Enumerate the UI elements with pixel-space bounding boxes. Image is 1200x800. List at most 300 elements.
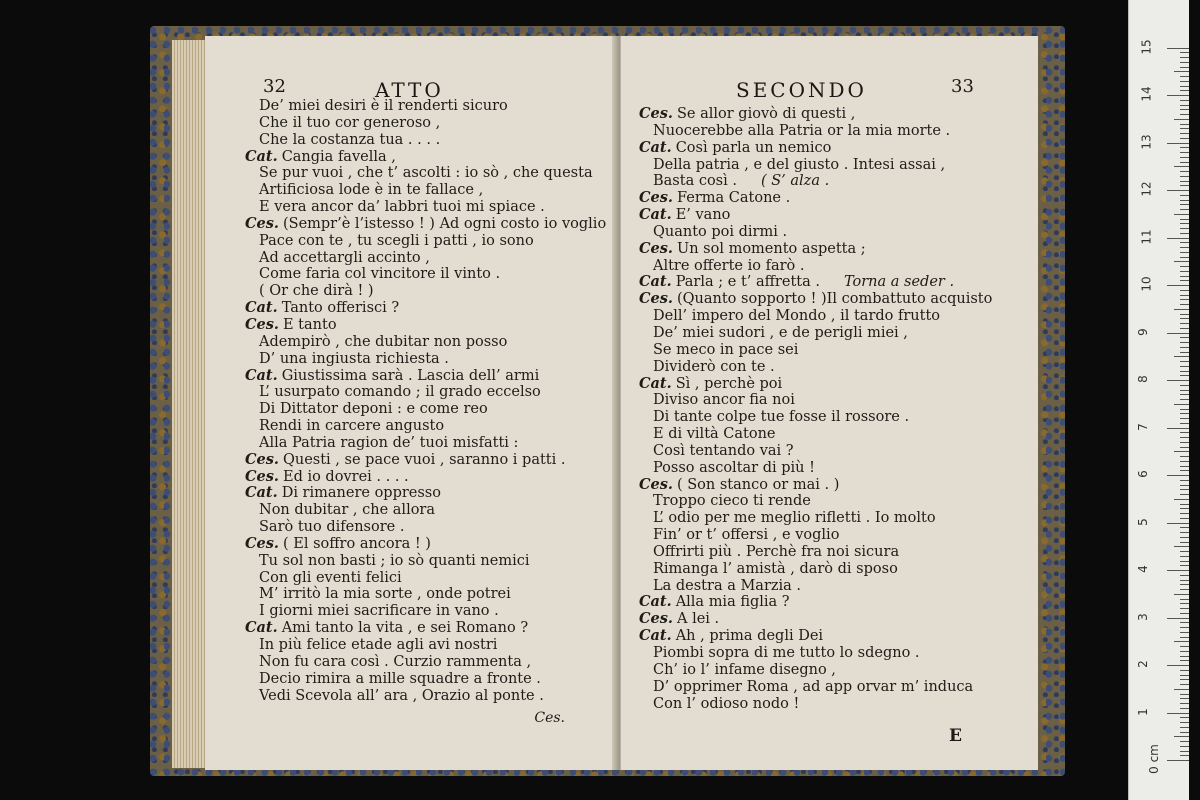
ruler-minor-tick <box>1174 689 1189 690</box>
verse-text: Nuocerebbe alla Patria or la mia morte . <box>653 122 951 139</box>
text-line <box>245 654 606 671</box>
text-line <box>639 359 992 376</box>
ruler-minor-tick <box>1180 394 1189 395</box>
text-line <box>639 376 992 393</box>
ruler-minor-tick <box>1180 608 1189 609</box>
verse-text: D’ opprimer Roma , ad app orvar m’ induca <box>653 678 974 695</box>
ruler-minor-tick <box>1180 632 1189 633</box>
ruler-minor-tick <box>1180 432 1189 433</box>
text-line <box>639 628 992 645</box>
ruler-minor-tick <box>1180 670 1189 671</box>
text-line <box>245 637 606 654</box>
ruler-minor-tick <box>1174 71 1189 72</box>
ruler-minor-tick <box>1180 352 1189 353</box>
verse-text: Piombi sopra di me tutto lo sdegno . <box>653 645 920 661</box>
stage-direction: Torna a seder . <box>843 274 955 291</box>
ruler-minor-tick <box>1180 513 1189 514</box>
verse-text: ( Son stanco or mai . ) <box>676 476 840 493</box>
verse-text: L’ odio per me meglio rifletti . Io molto <box>653 510 936 527</box>
text-line <box>245 384 606 401</box>
verse-text: Così parla un nemico <box>675 139 832 156</box>
verse-text: (Sempr’è l’istesso ! ) Ad ogni costo io voglio <box>282 215 607 232</box>
speaker-label: Ces. <box>245 315 279 333</box>
text-line <box>639 173 992 190</box>
text-line <box>245 115 606 132</box>
ruler-minor-tick <box>1180 508 1189 509</box>
ruler-minor-tick <box>1180 52 1189 53</box>
text-line <box>245 368 606 385</box>
verse-text: In più felice etade agli avi nostri <box>259 637 498 653</box>
ruler-minor-tick <box>1180 561 1189 562</box>
ruler-minor-tick <box>1180 717 1189 718</box>
verse-text: E’ vano <box>675 207 731 224</box>
ruler-minor-tick <box>1180 622 1189 623</box>
ruler-minor-tick <box>1180 128 1189 129</box>
ruler-minor-tick <box>1180 755 1189 756</box>
verse-text: ( El soffro ancora ! ) <box>282 535 431 552</box>
ruler-minor-tick <box>1174 594 1189 595</box>
ruler-minor-tick <box>1180 328 1189 329</box>
text-line <box>245 519 606 536</box>
ruler-label: 14 <box>1139 86 1154 102</box>
speaker-label: Ces. <box>639 290 673 308</box>
ruler-minor-tick <box>1180 171 1189 172</box>
ruler-minor-tick <box>1180 727 1189 728</box>
ruler-tick <box>1167 285 1189 286</box>
text-line <box>639 106 992 123</box>
ruler-tick <box>1167 48 1189 49</box>
text-line <box>245 401 606 418</box>
verse-text: Se meco in pace sei <box>653 341 799 358</box>
speaker-label: Ces. <box>639 189 673 207</box>
verse-text: Di tante colpe tue fosse il rossore . <box>653 409 910 426</box>
ruler-minor-tick <box>1174 166 1189 167</box>
ruler-minor-tick <box>1180 390 1189 391</box>
ruler-minor-tick <box>1180 703 1189 704</box>
ruler-minor-tick <box>1180 423 1189 424</box>
verse-text: Di Dittator deponi : e come reo <box>259 401 488 418</box>
text-line <box>639 224 992 241</box>
ruler-minor-tick <box>1180 247 1189 248</box>
verse-text: Se allor giovò di questi , <box>676 106 856 122</box>
ruler-tick <box>1167 618 1189 619</box>
ruler-label: 2 <box>1135 660 1150 668</box>
ruler-minor-tick <box>1180 323 1189 324</box>
text-line <box>245 266 606 283</box>
speaker-label: Cat. <box>639 273 672 291</box>
verse-text: Di rimanere oppresso <box>281 485 441 502</box>
verse-text: Diviso ancor fia noi <box>653 392 795 409</box>
ruler-minor-tick <box>1180 375 1189 376</box>
ruler-minor-tick <box>1180 233 1189 234</box>
speaker-label: Ces. <box>639 610 673 628</box>
verse-text: E tanto <box>282 316 337 333</box>
ruler-minor-tick <box>1180 219 1189 220</box>
text-line <box>245 351 606 368</box>
text-line <box>245 452 606 469</box>
verse-text: Rimanga l’ amistà , darò di sposo <box>653 560 898 577</box>
verse-text: La destra a Marzia . <box>653 577 802 594</box>
verse-text: Ami tanto la vita , e sei Romano ? <box>281 620 529 637</box>
verse-text: Se pur vuoi , che t’ ascolti : io sò , che questa <box>259 165 593 182</box>
ruler-minor-tick <box>1180 223 1189 224</box>
text-line <box>639 274 992 291</box>
text-line <box>245 603 606 620</box>
text-line <box>245 570 606 587</box>
ruler-tick <box>1167 713 1189 714</box>
text-line <box>639 325 992 342</box>
verse-text: Basta così . <box>653 173 737 190</box>
verse-text: Cangia favella , <box>281 148 396 165</box>
ruler-minor-tick <box>1180 584 1189 585</box>
verse-text: Come faria col vincitore il vinto . <box>259 266 501 283</box>
verse-text: Un sol momento aspetta ; <box>676 240 866 257</box>
verse-text: Così tentando vai ? <box>653 442 794 459</box>
text-line <box>245 98 606 115</box>
catchword: Ces. <box>534 710 565 726</box>
ruler-minor-tick <box>1180 447 1189 448</box>
text-line <box>639 443 992 460</box>
ruler-minor-tick <box>1180 470 1189 471</box>
text-line <box>639 578 992 595</box>
text-line <box>245 671 606 688</box>
ruler-minor-tick <box>1180 694 1189 695</box>
verse-text: Altre offerte io farò . <box>653 257 805 274</box>
ruler-minor-tick <box>1180 580 1189 581</box>
text-line <box>639 611 992 628</box>
left-page <box>205 36 618 770</box>
verse-text: Quanto poi dirmi . <box>653 223 788 240</box>
ruler-minor-tick <box>1180 532 1189 533</box>
verse-text: Che la costanza tua . . . . <box>259 131 441 148</box>
ruler-minor-tick <box>1180 295 1189 296</box>
speaker-label: Cat. <box>245 299 278 317</box>
ruler-minor-tick <box>1180 418 1189 419</box>
page-number-left: 32 <box>263 76 286 97</box>
ruler-minor-tick <box>1180 627 1189 628</box>
verse-text: I giorni miei sacrificare in vano . <box>259 603 499 620</box>
verse-text: Artificiosa lode è in te fallace , <box>259 182 484 199</box>
ruler-minor-tick <box>1174 261 1189 262</box>
speaker-label: Ces. <box>245 534 279 552</box>
ruler-minor-tick <box>1180 90 1189 91</box>
ruler-label: 12 <box>1139 181 1154 197</box>
ruler-minor-tick <box>1180 228 1189 229</box>
verse-text: Vedi Scevola all’ ara , Orazio al ponte . <box>259 687 544 704</box>
ruler-minor-tick <box>1180 342 1189 343</box>
speaker-label: Ces. <box>639 239 673 257</box>
verse-text: Della patria , e del giusto . Intesi assai , <box>653 156 946 173</box>
text-line <box>639 140 992 157</box>
ruler-minor-tick <box>1180 589 1189 590</box>
speaker-label: Cat. <box>245 147 278 165</box>
ruler-minor-tick <box>1180 252 1189 253</box>
text-line <box>639 493 992 510</box>
ruler-minor-tick <box>1180 437 1189 438</box>
verse-text: Decio rimira a mille squadre a fronte . <box>259 670 541 687</box>
text-line <box>245 182 606 199</box>
text-line <box>245 216 606 233</box>
verse-text: Adempirò , che dubitar non posso <box>259 333 508 350</box>
ruler-minor-tick <box>1180 385 1189 386</box>
ruler-minor-tick <box>1180 204 1189 205</box>
verse-text: (Quanto sopporto ! )Il combattuto acquisto <box>676 291 993 308</box>
ruler-minor-tick <box>1180 200 1189 201</box>
ruler-minor-tick <box>1180 100 1189 101</box>
text-line <box>639 477 992 494</box>
ruler-minor-tick <box>1180 637 1189 638</box>
text-line <box>245 233 606 250</box>
ruler-minor-tick <box>1180 271 1189 272</box>
speaker-label: Cat. <box>639 206 672 224</box>
ruler-label: 6 <box>1135 470 1150 478</box>
text-line <box>639 392 992 409</box>
ruler-minor-tick <box>1174 404 1189 405</box>
verse-text: Questi , se pace vuoi , saranno i patti . <box>282 451 566 468</box>
speaker-label: Ces. <box>245 467 279 485</box>
ruler-minor-tick <box>1174 309 1189 310</box>
ruler-minor-tick <box>1180 176 1189 177</box>
speaker-label: Cat. <box>245 619 278 637</box>
ruler-minor-tick <box>1180 276 1189 277</box>
verse-text: Rendi in carcere angusto <box>259 418 445 435</box>
text-line <box>639 426 992 443</box>
ruler-minor-tick <box>1180 494 1189 495</box>
text-line <box>245 165 606 182</box>
speaker-label: Cat. <box>245 366 278 384</box>
ruler-tick <box>1167 95 1189 96</box>
ruler-minor-tick <box>1180 86 1189 87</box>
text-line <box>245 149 606 166</box>
text-line <box>245 132 606 149</box>
text-line <box>245 502 606 519</box>
ruler-minor-tick <box>1180 613 1189 614</box>
text-line <box>639 342 992 359</box>
speaker-label: Cat. <box>639 593 672 611</box>
ruler-minor-tick <box>1180 57 1189 58</box>
ruler-minor-tick <box>1180 109 1189 110</box>
verse-text: Giustissima sarà . Lascia dell’ armi <box>281 367 540 384</box>
verse-text: Ferma Catone . <box>676 190 791 207</box>
page-header-left: ATTO <box>375 78 444 102</box>
right-text-block <box>639 106 992 712</box>
ruler-minor-tick <box>1180 347 1189 348</box>
ruler-label: 5 <box>1135 517 1150 526</box>
ruler-minor-tick <box>1180 504 1189 505</box>
verse-text: Ah , prima degli Dei <box>675 628 824 645</box>
verse-text: D’ una ingiusta richiesta . <box>259 350 449 367</box>
ruler-minor-tick <box>1180 722 1189 723</box>
text-line <box>639 696 992 713</box>
ruler-minor-tick <box>1180 698 1189 699</box>
ruler-minor-tick <box>1174 736 1189 737</box>
text-line <box>639 460 992 477</box>
page-number-right: 33 <box>951 76 974 97</box>
ruler-minor-tick <box>1180 318 1189 319</box>
ruler-label: 4 <box>1135 565 1150 573</box>
verse-text: Non dubitar , che allora <box>259 502 436 519</box>
text-line <box>639 679 992 696</box>
ruler-minor-tick <box>1180 266 1189 267</box>
ruler-minor-tick <box>1180 299 1189 300</box>
ruler-minor-tick <box>1180 413 1189 414</box>
ruler-tick <box>1167 570 1189 571</box>
verse-text: M’ irritò la mia sorte , onde potrei <box>259 586 511 603</box>
ruler-label: 10 <box>1139 276 1154 292</box>
page-edges <box>172 40 205 768</box>
ruler-label: 3 <box>1135 612 1150 621</box>
ruler-minor-tick <box>1180 152 1189 153</box>
text-line <box>245 586 606 603</box>
verse-text: A lei . <box>676 611 720 628</box>
ruler-minor-tick <box>1180 461 1189 462</box>
ruler-minor-tick <box>1180 361 1189 362</box>
ruler-minor-tick <box>1180 399 1189 400</box>
ruler-minor-tick <box>1180 138 1189 139</box>
verse-text: E di viltà Catone <box>653 426 776 443</box>
verse-text: Alla mia figlia ? <box>675 594 790 611</box>
ruler-minor-tick <box>1180 147 1189 148</box>
verse-text: Ad accettargli accinto , <box>259 249 430 266</box>
speaker-label: Ces. <box>245 450 279 468</box>
left-text-block <box>245 98 606 704</box>
text-line <box>639 561 992 578</box>
text-line <box>245 418 606 435</box>
ruler-minor-tick <box>1180 565 1189 566</box>
text-line <box>639 308 992 325</box>
signature-mark: E <box>949 726 962 746</box>
text-line <box>639 157 992 174</box>
verse-text: De’ miei desiri è il renderti sicuro <box>259 98 508 114</box>
ruler-minor-tick <box>1180 656 1189 657</box>
ruler-minor-tick <box>1180 660 1189 661</box>
ruler-minor-tick <box>1174 546 1189 547</box>
ruler-label: 7 <box>1135 422 1150 431</box>
text-line <box>639 544 992 561</box>
text-line <box>245 317 606 334</box>
speaker-label: Cat. <box>639 627 672 645</box>
ruler-minor-tick <box>1180 442 1189 443</box>
ruler-tick <box>1167 665 1189 666</box>
verse-text: Posso ascoltar di più ! <box>653 459 815 476</box>
verse-text: Offrirti più . Perchè fra noi sicura <box>653 543 900 560</box>
verse-text: Alla Patria ragion de’ tuoi misfatti : <box>259 434 519 451</box>
ruler-minor-tick <box>1180 537 1189 538</box>
ruler-minor-tick <box>1180 651 1189 652</box>
ruler-minor-tick <box>1180 708 1189 709</box>
verse-text: Non fu cara così . Curzio rammenta , <box>259 653 532 670</box>
text-line <box>639 594 992 611</box>
text-line <box>639 527 992 544</box>
ruler-minor-tick <box>1174 214 1189 215</box>
ruler-minor-tick <box>1180 409 1189 410</box>
text-line <box>245 485 606 502</box>
ruler-tick <box>1167 428 1189 429</box>
ruler-minor-tick <box>1180 732 1189 733</box>
ruler-minor-tick <box>1180 76 1189 77</box>
ruler-minor-tick <box>1180 751 1189 752</box>
ruler-minor-tick <box>1180 741 1189 742</box>
measurement-ruler <box>1128 0 1189 800</box>
ruler-minor-tick <box>1180 646 1189 647</box>
ruler-minor-tick <box>1180 599 1189 600</box>
speaker-label: Cat. <box>245 484 278 502</box>
verse-text: Sarò tuo difensore . <box>259 519 405 536</box>
ruler-label: 11 <box>1139 228 1154 245</box>
verse-text: Pace con te , tu scegli i patti , io sono <box>259 232 534 249</box>
ruler-tick <box>1167 238 1189 239</box>
verse-text: L’ usurpato comando ; il grado eccelso <box>259 384 541 401</box>
ruler-minor-tick <box>1180 67 1189 68</box>
ruler-tick <box>1167 190 1189 191</box>
text-line <box>639 662 992 679</box>
ruler-label: 1 <box>1135 707 1150 716</box>
text-line <box>245 199 606 216</box>
text-line <box>639 207 992 224</box>
text-line <box>639 409 992 426</box>
verse-text: Ed io dovrei . . . . <box>282 468 409 485</box>
right-page <box>620 36 1038 770</box>
text-line <box>639 510 992 527</box>
ruler-minor-tick <box>1180 466 1189 467</box>
ruler-minor-tick <box>1180 337 1189 338</box>
verse-text: Tu sol non basti ; io sò quanti nemici <box>259 552 530 569</box>
ruler-minor-tick <box>1180 542 1189 543</box>
ruler-minor-tick <box>1180 133 1189 134</box>
text-line <box>639 123 992 140</box>
speaker-label: Ces. <box>245 214 279 232</box>
ruler-minor-tick <box>1180 527 1189 528</box>
speaker-label: Ces. <box>639 475 673 493</box>
ruler-minor-tick <box>1180 518 1189 519</box>
ruler-minor-tick <box>1180 556 1189 557</box>
ruler-tick <box>1167 380 1189 381</box>
ruler-minor-tick <box>1180 551 1189 552</box>
ruler-minor-tick <box>1180 489 1189 490</box>
ruler-minor-tick <box>1180 81 1189 82</box>
verse-text: Parla ; e t’ affretta . <box>675 274 820 291</box>
ruler-minor-tick <box>1180 114 1189 115</box>
verse-text: Che il tuo cor generoso , <box>259 114 441 131</box>
ruler-minor-tick <box>1180 157 1189 158</box>
ruler-minor-tick <box>1174 119 1189 120</box>
ruler-minor-tick <box>1174 356 1189 357</box>
speaker-label: Cat. <box>639 138 672 156</box>
stage-direction: ( S’ alza . <box>760 173 830 190</box>
text-line <box>639 291 992 308</box>
page-header-right: SECONDO <box>736 78 867 102</box>
ruler-minor-tick <box>1180 575 1189 576</box>
ruler-label: 13 <box>1139 133 1154 150</box>
ruler-tick <box>1167 475 1189 476</box>
text-line <box>639 241 992 258</box>
verse-text: Tanto offerisci ? <box>281 300 400 317</box>
ruler-label: 15 <box>1139 38 1154 55</box>
ruler-minor-tick <box>1180 684 1189 685</box>
ruler-minor-tick <box>1180 366 1189 367</box>
ruler-minor-tick <box>1180 290 1189 291</box>
ruler-minor-tick <box>1180 746 1189 747</box>
text-line <box>245 469 606 486</box>
ruler-tick <box>1167 333 1189 334</box>
text-line <box>245 620 606 637</box>
text-line <box>245 536 606 553</box>
text-line <box>245 250 606 267</box>
ruler-minor-tick <box>1180 679 1189 680</box>
verse-text: Ch’ io l’ infame disegno , <box>653 661 836 678</box>
ruler-label: 9 <box>1135 327 1150 336</box>
text-line <box>639 190 992 207</box>
